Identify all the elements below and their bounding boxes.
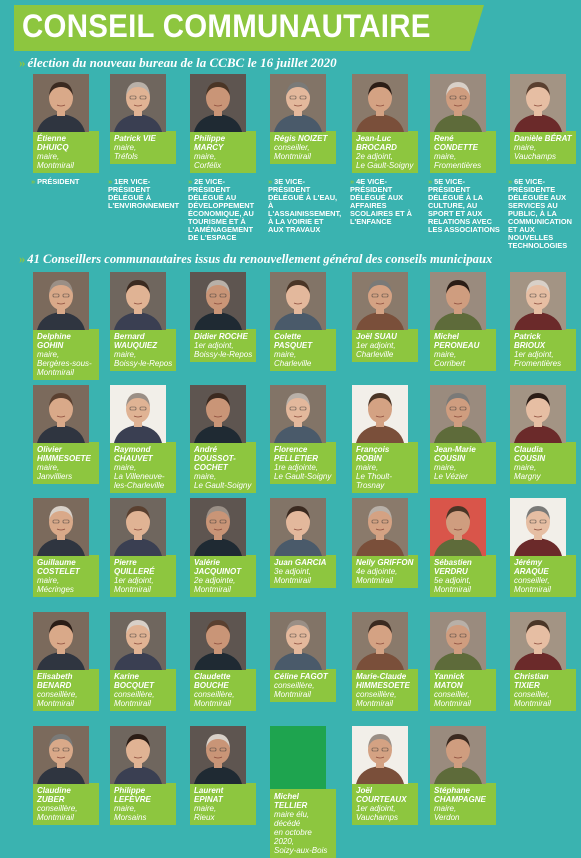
bureau-duty	[31, 178, 103, 186]
councillors-subtitle-text: 41 Conseillers communautaires issus du renouvellement général des conseils municipaux	[27, 252, 493, 266]
member-plate	[270, 789, 336, 858]
duty-text: 6E VICE-PRÉSIDENTE DÉLÉGUÉE AUX SERVICES AU PUBLIC, À LA COMMUNICATION ET AUX NOUVELLES TECHNOLOGIES	[508, 177, 572, 250]
member-name: Bernard WAUQUIEZ	[114, 332, 158, 350]
portrait-photo	[190, 385, 246, 443]
member-card	[190, 726, 256, 825]
member-name: Claudine ZUBER	[37, 786, 71, 804]
member-plate	[270, 555, 336, 588]
portrait-photo	[33, 612, 89, 670]
portrait-photo	[510, 385, 566, 443]
bureau-subtitle	[19, 55, 337, 71]
member-plate	[430, 555, 496, 597]
member-card	[510, 74, 576, 164]
portrait-photo	[110, 74, 166, 132]
member-plate	[430, 131, 496, 173]
duty-text: 4E VICE-PRÉSIDENT DÉLÉGUÉ AUX AFFAIRES SCOLAIRES ET À L'ENFANCE	[350, 177, 413, 226]
portrait-photo	[33, 74, 89, 132]
subtitle-marker-icon: »	[19, 55, 26, 70]
portrait-photo	[352, 74, 408, 132]
portrait-photo	[352, 726, 408, 784]
member-plate	[270, 442, 336, 484]
member-card	[190, 612, 256, 711]
member-card	[510, 272, 576, 371]
member-name: Philippe MARCY	[194, 134, 226, 152]
member-plate	[110, 131, 176, 164]
portrait-photo	[190, 612, 246, 670]
portrait-photo	[33, 726, 89, 784]
member-role: maire élu, décédé en octobre 2020, Soizy-aux-Bois	[274, 810, 328, 855]
member-name: Jérémy ARAQUE	[514, 558, 549, 576]
member-card	[270, 726, 336, 858]
duty-marker-icon: »	[428, 177, 433, 186]
member-role: maire, Morsains	[114, 804, 147, 822]
bureau-duty	[268, 178, 340, 234]
member-card	[33, 272, 99, 380]
member-role: 1er adjoint, Vauchamps	[356, 804, 398, 822]
member-plate	[110, 442, 176, 493]
member-card	[190, 272, 256, 362]
member-plate	[270, 669, 336, 702]
portrait-photo	[352, 272, 408, 330]
member-card	[270, 498, 336, 588]
member-plate	[510, 131, 576, 164]
member-name: Didier ROCHE	[194, 332, 248, 341]
member-name: Claudette BOUCHE	[194, 672, 231, 690]
member-name: Jean-Luc BROCARD	[356, 134, 397, 152]
member-card	[190, 498, 256, 597]
member-role: maire, La Villeneuve- les-Charleville	[114, 463, 165, 490]
member-role: maire, Mécringes	[37, 576, 74, 594]
member-plate	[33, 783, 99, 825]
member-name: Claudia COUSIN	[514, 445, 546, 463]
member-role: conseiller, Montmirail	[434, 690, 471, 708]
member-plate	[352, 555, 418, 588]
member-role: maire, Vauchamps	[514, 143, 556, 161]
portrait-photo	[190, 272, 246, 330]
member-role: 5e adjoint, Montmirail	[434, 576, 471, 594]
member-plate	[33, 669, 99, 711]
member-name: Raymond CHAUVET	[114, 445, 153, 463]
member-name: Nelly GRIFFON	[356, 558, 414, 567]
member-name: Marie-Claude HIMMESOETE	[356, 672, 410, 690]
portrait-photo	[430, 74, 486, 132]
bureau-duty	[188, 178, 260, 242]
member-name: Delphine GOHIN	[37, 332, 71, 350]
duty-marker-icon: »	[508, 177, 513, 186]
member-name: Michel PERONEAU	[434, 332, 480, 350]
member-plate	[430, 783, 496, 825]
member-card	[110, 726, 176, 825]
member-card	[510, 612, 576, 711]
member-card	[352, 74, 418, 173]
member-name: Karine BOCQUET	[114, 672, 154, 690]
member-name: Christian TIXIER	[514, 672, 549, 690]
member-role: conseillère, Montmirail	[194, 690, 235, 708]
member-plate	[33, 442, 99, 484]
portrait-photo	[110, 498, 166, 556]
member-card	[270, 385, 336, 484]
member-name: Olivier HIMMESOETE	[37, 445, 91, 463]
member-name: Elisabeth BENARD	[37, 672, 73, 690]
portrait-photo	[270, 385, 326, 443]
portrait-photo	[430, 612, 486, 670]
member-card	[510, 498, 576, 597]
member-name: André DOUSSOT-COCHET	[194, 445, 236, 472]
member-card	[33, 385, 99, 484]
member-plate	[190, 131, 256, 173]
portrait-photo	[110, 612, 166, 670]
duty-text: 2E VICE-PRÉSIDENT DÉLÉGUÉ AU DÉVELOPPEMENT ÉCONOMIQUE, AU TOURISME ET À L'AMÉNAGEMENT DE L'ESPACE	[188, 177, 255, 242]
member-plate	[352, 669, 418, 711]
member-card	[190, 74, 256, 173]
bureau-duty	[108, 178, 180, 210]
member-card	[33, 498, 99, 597]
member-card	[270, 612, 336, 702]
member-role: maire, Charleville	[274, 350, 312, 368]
member-role: conseillère, Montmirail	[37, 690, 78, 708]
portrait-photo	[190, 74, 246, 132]
member-plate	[190, 329, 256, 362]
member-card	[352, 726, 418, 825]
member-card	[430, 726, 496, 825]
member-name: Jean-Marie COUSIN	[434, 445, 476, 463]
portrait-photo	[430, 726, 486, 784]
portrait-photo	[190, 498, 246, 556]
portrait-photo	[430, 272, 486, 330]
member-name: Guillaume COSTELET	[37, 558, 80, 576]
member-name: Juan GARCIA	[274, 558, 327, 567]
portrait-photo	[190, 726, 246, 784]
member-card	[190, 385, 256, 493]
portrait-photo	[510, 612, 566, 670]
member-plate	[352, 783, 418, 825]
member-card	[110, 74, 176, 164]
duty-text: 1ER VICE-PRÉSIDENT DÉLÉGUÉ À L'ENVIRONNEMENT	[108, 177, 180, 210]
member-role: 1er adjoint, Boissy-le-Repos	[194, 341, 253, 359]
subtitle-marker-icon: »	[19, 252, 26, 266]
member-role: maire, Montmirail	[37, 152, 74, 170]
member-name: Étienne DHUICQ	[37, 134, 69, 152]
member-role: maire, Tréfols	[114, 143, 138, 161]
member-name: Danièle BÉRAT	[514, 134, 572, 143]
portrait-photo	[33, 498, 89, 556]
member-card	[33, 74, 99, 173]
member-name: François ROBIN	[356, 445, 390, 463]
member-name: Régis NOIZET	[274, 134, 328, 143]
member-name: Valérie JACQUINOT	[194, 558, 242, 576]
member-plate	[110, 555, 176, 597]
duty-marker-icon: »	[108, 177, 113, 186]
member-role: maire, Le Thoult-Trosnay	[356, 463, 393, 490]
portrait-photo	[270, 498, 326, 556]
member-card	[33, 612, 99, 711]
member-name: René CONDETTE	[434, 134, 478, 152]
member-card	[110, 385, 176, 493]
member-plate	[510, 555, 576, 597]
portrait-photo	[33, 272, 89, 330]
member-name: Joël COURTEAUX	[356, 786, 407, 804]
member-card	[352, 498, 418, 588]
member-name: Joël SUAU	[356, 332, 397, 341]
member-plate	[110, 669, 176, 711]
member-role: 3e adjoint, Montmirail	[274, 567, 311, 585]
member-role: conseillère, Montmirail	[356, 690, 397, 708]
duty-text: 3E VICE-PRÉSIDENT DÉLÉGUÉ À L'EAU, À L'ASSAINISSEMENT, À LA VOIRIE ET AUX TRAVAUX	[268, 177, 342, 234]
member-plate	[352, 329, 418, 362]
member-plate	[270, 131, 336, 164]
member-plate	[33, 555, 99, 597]
member-role: maire, Margny	[514, 463, 541, 481]
member-role: maire, Janvilliers	[37, 463, 73, 481]
member-role: maire, Le Gault-Soigny	[194, 472, 252, 490]
member-role: maire, Bergères-sous- Montmirail	[37, 350, 92, 377]
member-role: conseiller, Montmirail	[514, 690, 551, 708]
member-role: 1er adjoint, Charleville	[356, 341, 396, 359]
member-card	[352, 612, 418, 711]
bureau-duty	[508, 178, 580, 250]
member-name: Florence PELLETIER	[274, 445, 319, 463]
member-name: Pierre QUILLERÉ	[114, 558, 155, 576]
portrait-photo	[510, 498, 566, 556]
portrait-photo	[270, 612, 326, 670]
member-card	[110, 612, 176, 711]
member-role: 2e adjoint, Le Gault-Soigny	[356, 152, 414, 170]
member-plate	[510, 442, 576, 484]
bureau-subtitle-text: élection du nouveau bureau de la CCBC le 16 juillet 2020	[27, 55, 337, 70]
member-role: conseillère, Montmirail	[274, 681, 315, 699]
member-role: 1er adjoint, Montmirail	[114, 576, 154, 594]
member-role: maire, Boissy-le-Repos	[114, 350, 173, 368]
member-plate	[110, 783, 176, 825]
member-role: maire, Le Vézier	[434, 463, 468, 481]
member-card	[33, 726, 99, 825]
member-card	[430, 74, 496, 173]
portrait-photo	[352, 612, 408, 670]
member-plate	[190, 442, 256, 493]
duty-marker-icon: »	[268, 177, 273, 186]
member-name: Colette PASQUET	[274, 332, 313, 350]
member-plate	[352, 442, 418, 493]
member-card	[110, 272, 176, 371]
portrait-photo	[110, 272, 166, 330]
bureau-duty	[428, 178, 500, 234]
member-role: conseillère, Montmirail	[114, 690, 155, 708]
portrait-photo	[270, 74, 326, 132]
member-role: 4e adjointe, Montmirail	[356, 567, 398, 585]
member-name: Yannick MATON	[434, 672, 465, 690]
member-plate	[190, 555, 256, 597]
member-role: maire, Fromentières	[434, 152, 482, 170]
member-plate	[110, 329, 176, 371]
page-title: CONSEIL COMMUNAUTAIRE	[22, 8, 431, 44]
member-role: maire, Corfélix	[194, 152, 222, 170]
member-name: Patrick VIE	[114, 134, 156, 143]
portrait-photo	[510, 272, 566, 330]
portrait-photo	[352, 385, 408, 443]
member-name: Céline FAGOT	[274, 672, 328, 681]
member-role: maire, Verdon	[434, 804, 460, 822]
portrait-photo	[110, 726, 166, 784]
portrait-photo	[352, 498, 408, 556]
duty-text: PRÉSIDENT	[37, 177, 80, 186]
member-name: Sébastien VERDRU	[434, 558, 472, 576]
member-plate	[510, 669, 576, 711]
member-card	[270, 74, 336, 164]
portrait-photo	[33, 385, 89, 443]
member-name: Philippe LEFÈVRE	[114, 786, 151, 804]
member-card	[110, 498, 176, 597]
member-plate	[190, 783, 256, 825]
portrait-photo	[270, 272, 326, 330]
member-card	[352, 385, 418, 493]
member-card	[430, 272, 496, 371]
member-plate	[510, 329, 576, 371]
member-card	[510, 385, 576, 484]
member-plate	[190, 669, 256, 711]
member-role: conseiller, Montmirail	[274, 143, 311, 161]
member-name: Stéphane CHAMPAGNE	[434, 786, 486, 804]
member-card	[430, 612, 496, 711]
member-plate	[352, 131, 418, 173]
memorial-placeholder	[270, 726, 326, 790]
member-card	[352, 272, 418, 362]
member-role: 1er adjoint, Fromentières	[514, 350, 562, 368]
duty-text: 5E VICE-PRÉSIDENT DÉLÉGUÉ À LA CULTURE, AU SPORT ET AUX RELATIONS AVEC LES ASSOCIATIONS	[428, 177, 500, 234]
member-name: Laurent EPINAT	[194, 786, 224, 804]
duty-marker-icon: »	[188, 177, 193, 186]
member-card	[430, 498, 496, 597]
member-role: 2e adjointe, Montmirail	[194, 576, 236, 594]
duty-marker-icon: »	[31, 177, 36, 186]
member-role: maire, Corribert	[434, 350, 466, 368]
member-role: conseillère, Montmirail	[37, 804, 78, 822]
member-role: conseiller, Montmirail	[514, 576, 551, 594]
member-name: Michel TELLIER	[274, 792, 308, 810]
member-plate	[33, 131, 99, 173]
councillors-subtitle	[19, 252, 492, 267]
portrait-photo	[510, 74, 566, 132]
member-card	[270, 272, 336, 371]
member-card	[430, 385, 496, 484]
member-role: maire, Rieux	[194, 804, 217, 822]
member-name: Patrick BRIOUX	[514, 332, 546, 350]
member-role: 1re adjointe, Le Gault-Soigny	[274, 463, 332, 481]
bureau-duty	[350, 178, 422, 226]
portrait-photo	[430, 385, 486, 443]
member-plate	[270, 329, 336, 371]
portrait-photo	[110, 385, 166, 443]
member-plate	[430, 669, 496, 711]
member-plate	[430, 442, 496, 484]
member-plate	[430, 329, 496, 371]
portrait-photo	[430, 498, 486, 556]
duty-marker-icon: »	[350, 177, 355, 186]
member-plate	[33, 329, 99, 380]
